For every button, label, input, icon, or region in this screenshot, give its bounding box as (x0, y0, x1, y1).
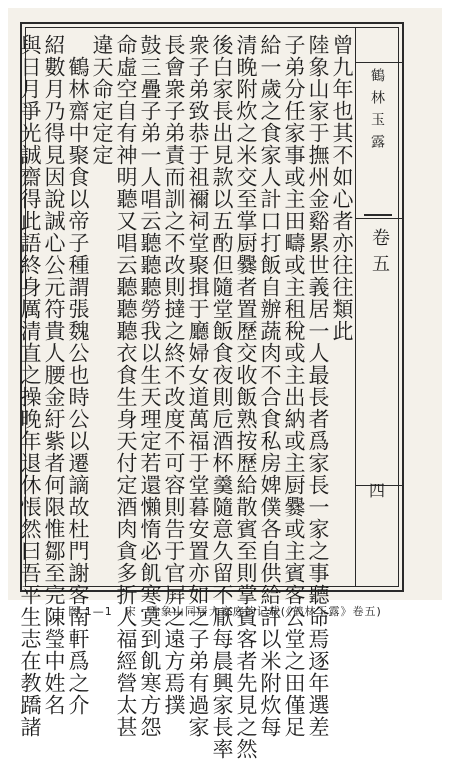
text-column: 曾九年也其不如心者亦往往類此 (330, 34, 354, 342)
text-column: 陸象山家于撫州金谿累世義居一人最長者爲家長一家之事聽命焉逐年選差 (306, 34, 330, 738)
text-column: 違天命定定定 (90, 34, 114, 166)
text-column: 給一歲之食家人計口打飯自辦蔬肉不合食私房婢僕各自供給許以米附炊每 (258, 34, 282, 738)
fish-tail-mark (364, 200, 392, 216)
text-column: 清晚附炊之米交至掌厨爨者置歷交收飯熟按歷給散賓至則掌賓客者先見之然 (234, 34, 258, 760)
figure-caption: 图 1—1 宋・陆象山同居大家庭的记载(《鹤林玉露》卷五) (68, 605, 382, 618)
text-column: 鼓三疊子弟一人唱云聽聽聽勞我以生天理定若還懶惰必飢寒莫到飢寒方怨 (138, 34, 162, 738)
page-spine (355, 28, 403, 586)
page-number: 四 (369, 481, 386, 500)
volume-label: 卷五 (369, 228, 390, 280)
spine-rule (356, 218, 403, 219)
spine-rule (356, 62, 403, 63)
text-column: 長會衆子弟責而訓之不改則撻之終不改度不可容則告于官屛之遠方焉撲 (162, 34, 186, 716)
text-column: 鶴林齋中聚食以帝子種謂張魏公也時公以遷謫故杜門謝客南軒爲之介 (66, 56, 90, 716)
spine-title: 鶴林玉露 (369, 68, 385, 156)
text-column: 後白家長出見款以五酌但隨堂飯食夜則卮酒杯羹隨意久留不厭每晨興家長率 (210, 34, 234, 760)
text-column: 與日月爭光誠齋得此語終身厲清直之操晚年退休悵然曰吾平生志在教蹻諸 (18, 34, 42, 738)
text-column: 衆子弟致恭于祖禰祠堂聚揖于廳婦女道萬福于堂暮安置亦如之子弟有過家 (186, 34, 210, 738)
text-column: 紹數月乃得見因說誠心公元符貴人腰金紆紫者何限惟鄒至完陳瑩中姓名 (42, 34, 66, 716)
text-column: 子弟分任家事或主田疇或主租稅或主出納或主厨爨或主賓客公堂之田僅足 (282, 34, 306, 738)
text-column: 命虛空自有神明聽又唱云聽聽聽衣食生身天付定酒肉貪多折人福經營太甚 (114, 34, 138, 738)
